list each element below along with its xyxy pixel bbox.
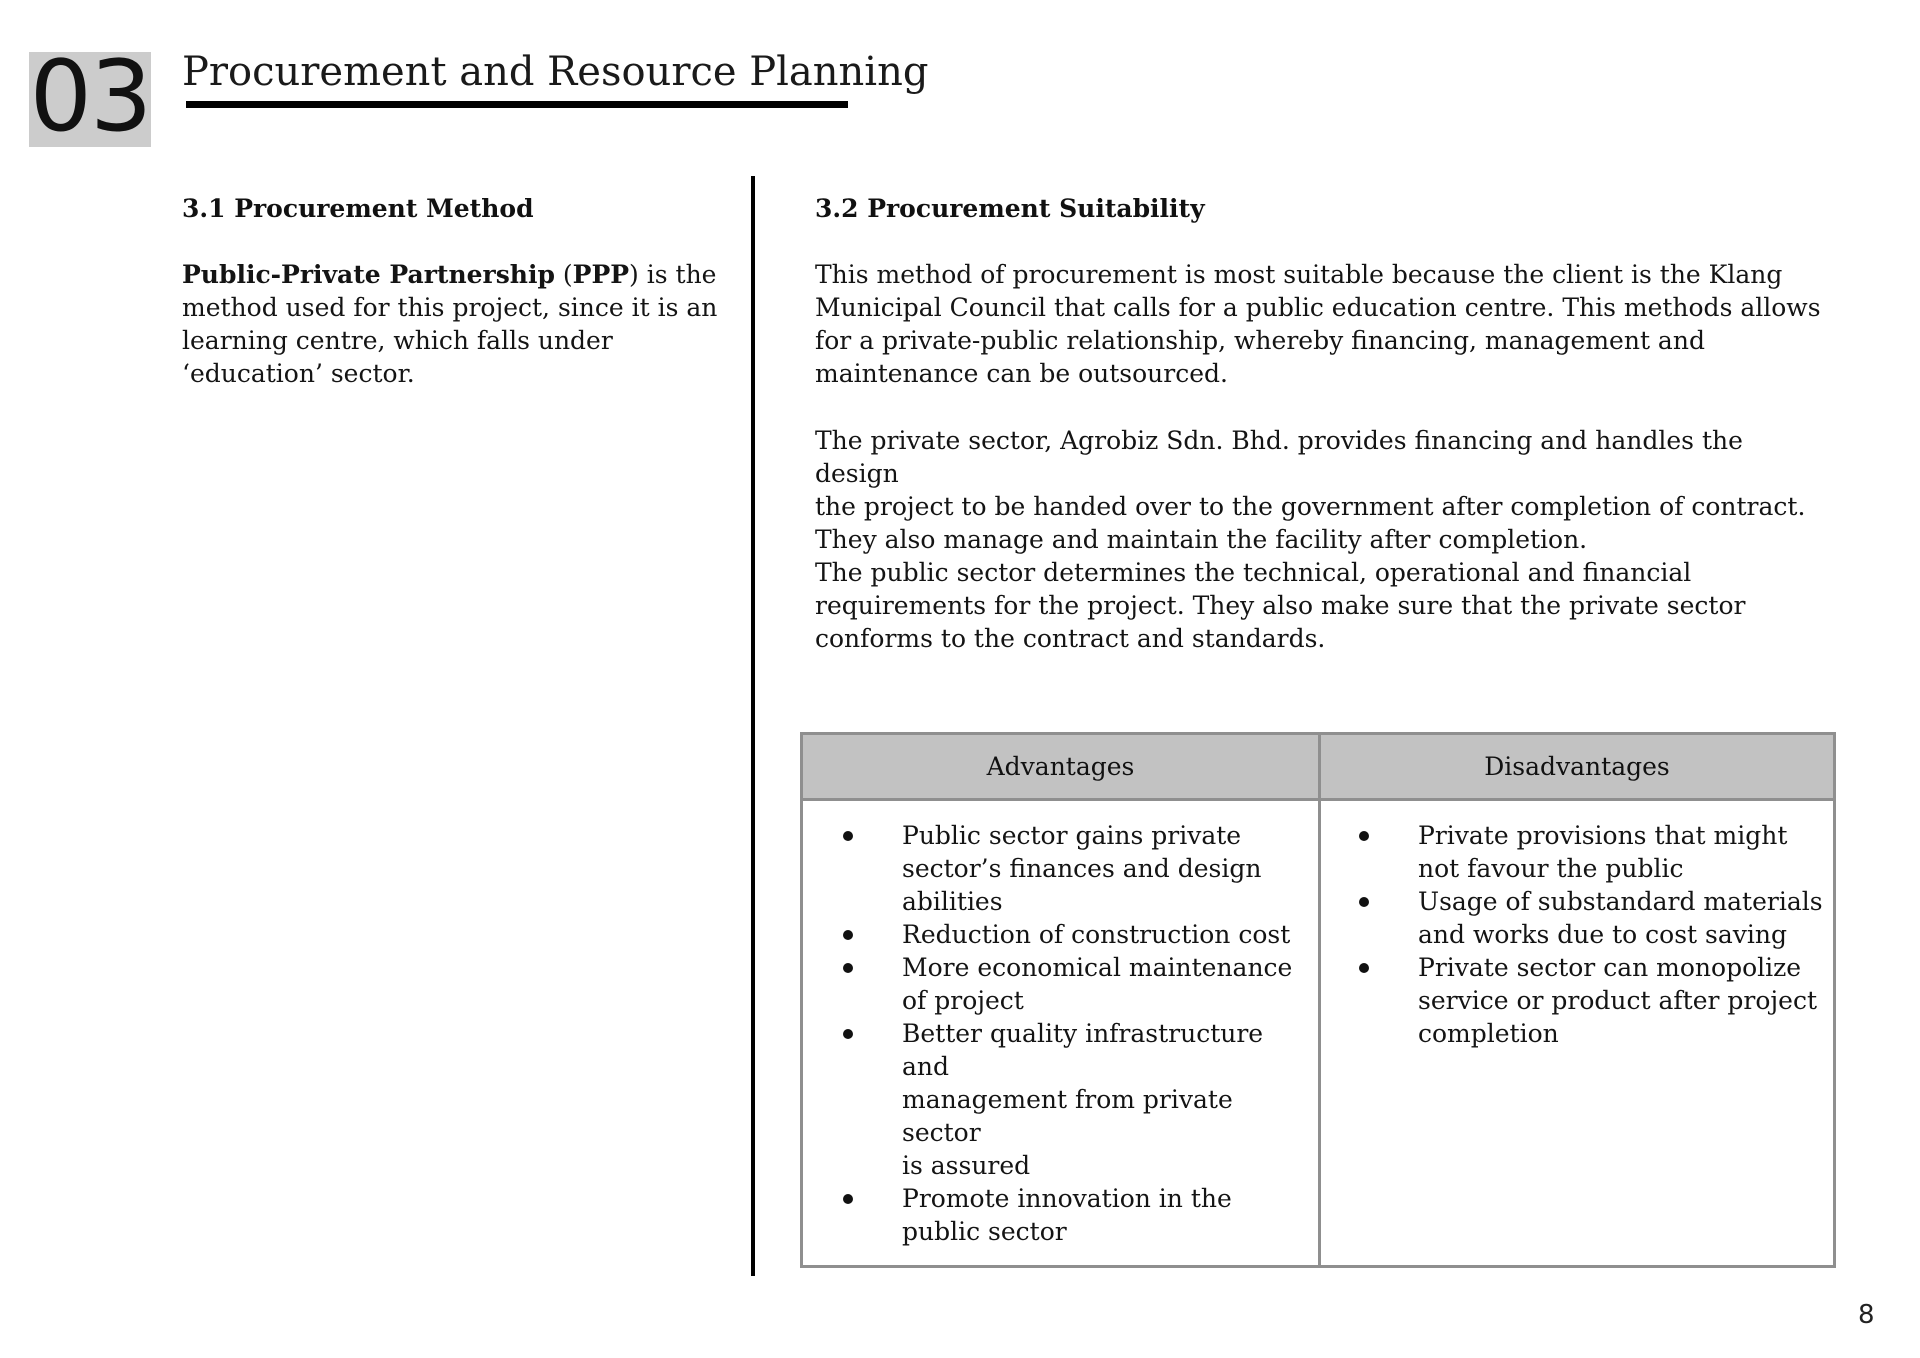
bullet-icon <box>1359 831 1369 841</box>
heading-procurement-suitability: 3.2 Procurement Suitability <box>815 194 1205 223</box>
advantages-list <box>803 819 1318 1248</box>
list-item <box>803 951 1318 1017</box>
list-item <box>1319 819 1833 885</box>
ppp-paren-open: ( <box>554 260 573 289</box>
disadvantage-text: Usage of substandard materials and works due to cost saving <box>1418 887 1823 949</box>
bullet-icon <box>843 1029 853 1039</box>
heading-procurement-method: 3.1 Procurement Method <box>182 194 534 223</box>
list-item <box>1319 885 1833 951</box>
disadvantage-text: Private sector can monopolize service or product after project completion <box>1418 953 1817 1048</box>
bullet-icon <box>1359 897 1369 907</box>
ppp-acronym: PPP <box>572 260 630 289</box>
bullet-icon <box>843 963 853 973</box>
advantage-text: More economical maintenance of project <box>902 953 1293 1015</box>
procurement-method-text <box>182 258 742 390</box>
bullet-icon <box>843 831 853 841</box>
disadvantages-list <box>1319 819 1833 1050</box>
title-underline <box>186 101 848 108</box>
list-item <box>803 1017 1318 1182</box>
advantage-text: Reduction of construction cost <box>902 920 1291 949</box>
suitability-paragraph-2: The private sector, Agrobiz Sdn. Bhd. provides financing and handles the design the project to be handed over to the government after completion of contract. They also manage and maintain the facility after completion. <box>815 426 1806 554</box>
ppp-term: Public-Private Partnership <box>182 260 555 289</box>
header-advantages: Advantages <box>986 752 1135 781</box>
list-item <box>803 918 1318 951</box>
header-disadvantages: Disadvantages <box>1484 752 1670 781</box>
advantage-text: Promote innovation in the public sector <box>902 1184 1232 1246</box>
bullet-icon <box>843 1194 853 1204</box>
advantages-disadvantages-table <box>800 732 1836 1268</box>
page-title: Procurement and Resource Planning <box>182 49 929 95</box>
ppp-description: ) is the method used for this project, since it is an learning centre, which falls under ‘education’ sector. <box>182 260 718 388</box>
section-number: 03 <box>29 40 151 154</box>
column-divider <box>751 176 755 1276</box>
page-number: 8 <box>1858 1300 1875 1330</box>
advantage-text: Public sector gains private sector’s finances and design abilities <box>902 821 1262 916</box>
bullet-icon <box>843 930 853 940</box>
disadvantage-text: Private provisions that might not favour the public <box>1418 821 1788 883</box>
suitability-paragraph-3: The public sector determines the technical, operational and financial requirements for the project. They also make sure that the private sector conforms to the contract and standards. <box>815 558 1746 653</box>
advantage-text: Better quality infrastructure and management from private sector is assured <box>902 1019 1264 1180</box>
list-item <box>803 1182 1318 1248</box>
list-item <box>1319 951 1833 1050</box>
suitability-paragraph-1: This method of procurement is most suitable because the client is the Klang Municipal Council that calls for a public education centre. This methods allows for a private-public relationship, whereby financing, management and maintenance can be outsourced. <box>815 260 1821 388</box>
list-item <box>803 819 1318 918</box>
bullet-icon <box>1359 963 1369 973</box>
